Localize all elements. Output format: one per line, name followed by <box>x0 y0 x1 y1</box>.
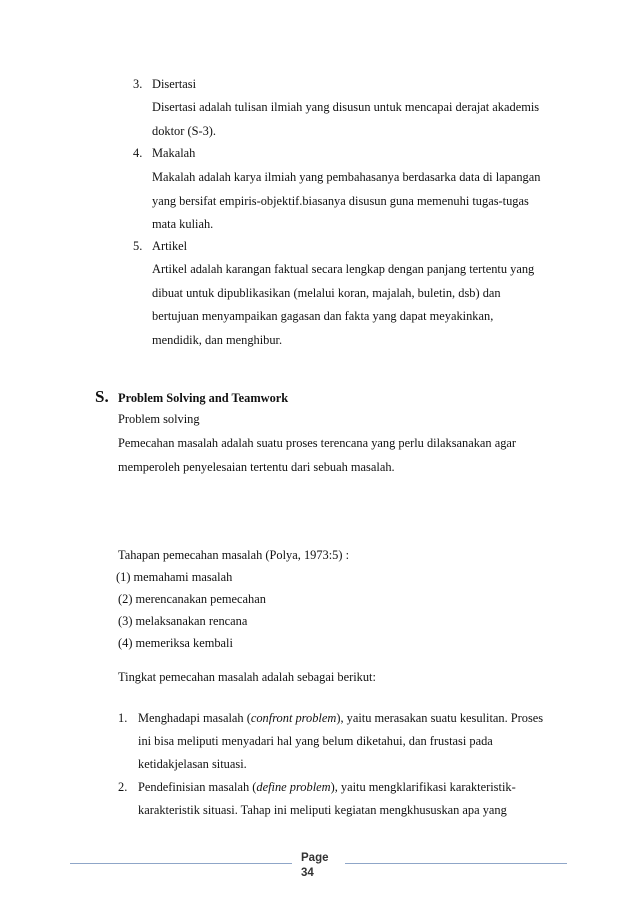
level-line: karakteristik situasi. Tahap ini meliputi kegiatan mengkhususkan apa yang <box>138 803 507 817</box>
level-text: Pendefinisian masalah ( <box>138 780 257 794</box>
list-item-number: 3. <box>133 77 143 91</box>
list-item-title: Makalah <box>152 146 196 160</box>
list-item-text: mata kuliah. <box>152 217 214 231</box>
level-number: 1. <box>118 711 128 725</box>
list-item-text: yang bersifat empiris-objektif.biasanya disusun guna memenuhi tugas-tugas <box>152 194 529 208</box>
levels-intro: Tingkat pemecahan masalah adalah sebagai berikut: <box>118 670 376 684</box>
page-number: 34 <box>301 867 314 879</box>
page-label: Page <box>301 852 329 864</box>
list-item-title: Disertasi <box>152 77 197 91</box>
list-item-text: mendidik, dan menghibur. <box>152 333 283 347</box>
stage-item: (2) merencanakan pemecahan <box>118 592 266 606</box>
list-item-text: bertujuan menyampaikan gagasan dan fakta yang dapat meyakinkan, <box>152 309 494 323</box>
stage-item: (3) melaksanakan rencana <box>118 614 248 628</box>
list-item-number: 5. <box>133 239 143 253</box>
stage-item: (1) memahami masalah <box>116 570 233 584</box>
stage-item: (4) memeriksa kembali <box>118 636 233 650</box>
list-item-text: dibuat untuk dipublikasikan (melalui koran, majalah, buletin, dsb) dan <box>152 286 501 300</box>
level-term: confront problem <box>250 711 337 725</box>
section-title: Problem Solving and Teamwork <box>118 391 289 405</box>
footer-rule-left <box>70 863 292 864</box>
level-text: Menghadapi masalah ( <box>138 711 251 725</box>
footer-rule-right <box>345 863 567 864</box>
list-item-text: doktor (S-3). <box>152 124 217 138</box>
level-line <box>138 780 516 795</box>
level-line <box>138 711 543 726</box>
list-item-text: Disertasi adalah tulisan ilmiah yang disusun untuk mencapai derajat akademis <box>152 100 540 114</box>
paragraph-line: memperoleh penyelesaian tertentu dari sebuah masalah. <box>118 460 395 474</box>
level-line: ketidakjelasan situasi. <box>138 757 247 771</box>
list-item-text: Makalah adalah karya ilmiah yang pembahasanya berdasarka data di lapangan <box>152 170 541 184</box>
level-term: define problem <box>256 780 331 794</box>
level-line: ini bisa meliputi menyadari hal yang belum diketahui, dan frustasi pada <box>138 734 493 748</box>
list-item-number: 4. <box>133 146 143 160</box>
level-text: ), yaitu mengklarifikasi karakteristik- <box>330 780 516 794</box>
stages-intro: Tahapan pemecahan masalah (Polya, 1973:5) : <box>118 548 350 562</box>
list-item-title: Artikel <box>152 239 188 253</box>
level-text: ), yaitu merasakan suatu kesulitan. Proses <box>336 711 544 725</box>
paragraph-line: Pemecahan masalah adalah suatu proses terencana yang perlu dilaksanakan agar <box>118 436 517 450</box>
section-letter: S. <box>95 387 109 406</box>
section-subtitle: Problem solving <box>118 412 200 426</box>
list-item-text: Artikel adalah karangan faktual secara lengkap dengan panjang tertentu yang <box>152 262 535 276</box>
level-number: 2. <box>118 780 128 794</box>
